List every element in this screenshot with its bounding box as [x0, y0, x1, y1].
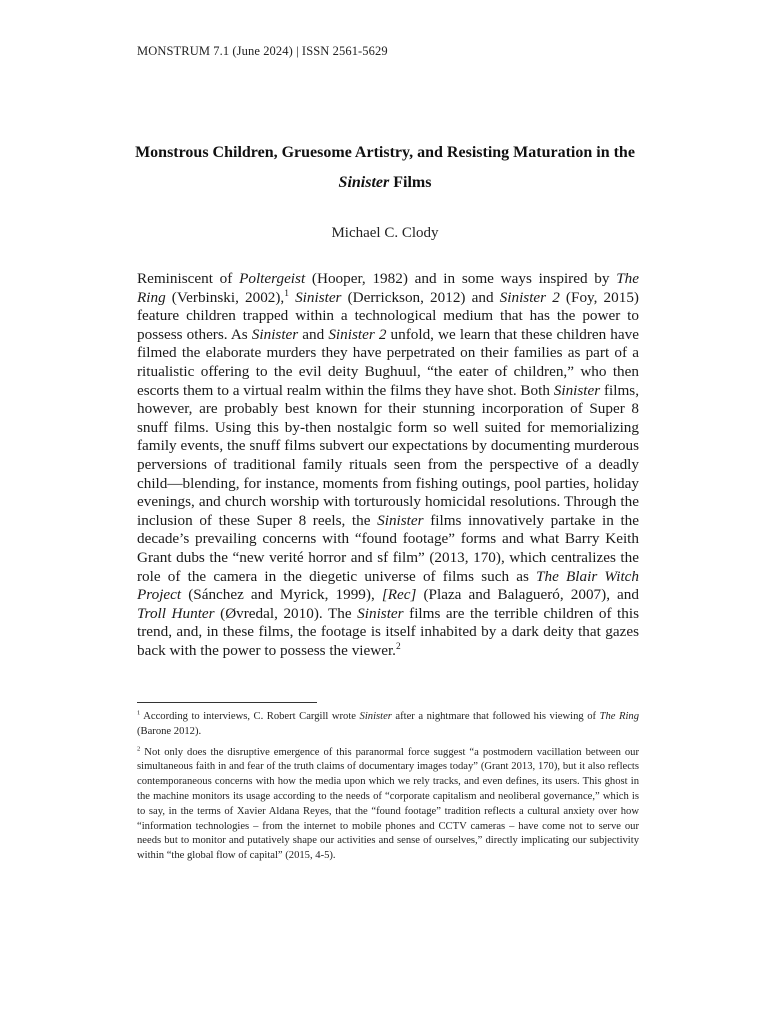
- film-title: The Ring: [599, 711, 639, 722]
- text-run: (Foy, 2015) feature children trapped within a technological medium that has the power to possess others. As: [137, 288, 639, 343]
- title-italic: Sinister: [338, 174, 390, 191]
- film-title: Troll Hunter: [137, 604, 215, 622]
- author-name: Michael C. Clody: [331, 225, 439, 241]
- text-run: films, however, are probably best known for their stunning incorporation of Super 8 snuff films. Using this by-then nostalgic form so well suited for memorializing family events, the snuff films subvert our expectations by documenting murderous perversions of traditional family rituals seen from the perspective of a deadly child—blending, for instance, moments from fishing outings, pool parties, holiday evenings, and church worship with torturously homicidal resolutions. Through the inclusion of these Super 8 reels, the: [137, 381, 639, 529]
- footnote-text: According to interviews, C. Robert Cargill wrote: [140, 711, 360, 722]
- film-title: Sinister: [295, 288, 342, 306]
- text-run: films are the terrible children of this trend, and, in these films, the footage is itself inhabited by a dark deity that gazes back with the power to possess the viewer.: [137, 604, 639, 659]
- film-title: Sinister: [251, 325, 299, 343]
- title-text: Monstrous Children, Gruesome Artistry, and Resisting Maturation in the: [135, 144, 635, 161]
- text-run: unfold, we learn that these children have filmed the elaborate murders they have perpetrated on their families as part of a ritualistic offering to the evil deity Bughuul, “the eater of children,” who then escorts them to a virtual realm within the films they have shot. Both: [137, 325, 639, 399]
- footnote-divider: [137, 702, 317, 703]
- body-text: [137, 270, 639, 660]
- footnote-ref-2[interactable]: 2: [395, 641, 401, 652]
- text-run: and: [298, 325, 329, 343]
- film-title: Sinister 2: [499, 288, 560, 306]
- text-run: films innovatively partake in the decade’s prevailing concerns with “found footage” forms and what Barry Keith Grant dubs the “new verité horror and sf film” (2013, 170), which centralizes the role of the camera in the diegetic universe of films such as: [137, 511, 640, 585]
- text-run: (Verbinski, 2002),: [165, 288, 285, 306]
- text-run: (Plaza and Balagueró, 2007), and: [416, 586, 639, 604]
- footnote-text: Not only does the disruptive emergence of this paranormal force suggest “a postmodern vacillation between our simultaneous faith in and fear of the truth claims of documentary images today” (Grant 2013, 170), but it also reflects contemporaneous concerns with how the media upon which we rely tracks, and even defines, its users. This ghost in the machine monitors its usage according to the needs of “corporate capitalism and neoliberal governance,” which is to say, in the terms of Xavier Aldana Reyes, that the “found footage” tradition reflects a cultural anxiety over how “information technologies – from the internet to mobile phones and CCTV cameras – have come not to serve our needs but to monitor and putatively shape our activities and sense of ourselves,” directly implicating our subjectivity within “the global flow of capital” (2015, 4-5).: [137, 746, 639, 862]
- footnote-1: [137, 710, 639, 740]
- film-title: The Ring: [137, 270, 640, 306]
- article-title: [120, 138, 650, 198]
- footnote-text: after a nightmare that followed his viewing of: [391, 711, 600, 722]
- text-run: (Derrickson, 2012) and: [341, 288, 500, 306]
- text-run: (Sánchez and Myrick, 1999),: [181, 586, 382, 604]
- body-paragraph: [137, 270, 639, 660]
- title-text-end: Films: [389, 174, 432, 191]
- footnotes: [137, 710, 639, 870]
- film-title: Sinister: [359, 711, 392, 722]
- text-run: (Hooper, 1982) and in some ways inspired by: [305, 270, 617, 287]
- film-title: [Rec]: [381, 586, 417, 604]
- film-title: Sinister: [357, 604, 404, 622]
- film-title: Sinister: [553, 381, 601, 399]
- film-title: The Blair Witch Project: [137, 567, 639, 604]
- film-title: Sinister: [377, 511, 424, 529]
- running-header: MONSTRUM 7.1 (June 2024) | ISSN 2561-5629: [137, 44, 388, 58]
- footnote-text: (Barone 2012).: [137, 725, 202, 737]
- footnote-mark: 1: [137, 709, 141, 717]
- text-run: (Øvredal, 2010). The: [214, 604, 358, 622]
- film-title: Poltergeist: [239, 270, 306, 287]
- text-run: Reminiscent of: [137, 270, 240, 287]
- footnote-mark: 2: [137, 745, 141, 753]
- footnote-ref-1[interactable]: 1: [284, 288, 289, 299]
- film-title: Sinister 2: [328, 325, 387, 343]
- footnote-2: [137, 746, 639, 864]
